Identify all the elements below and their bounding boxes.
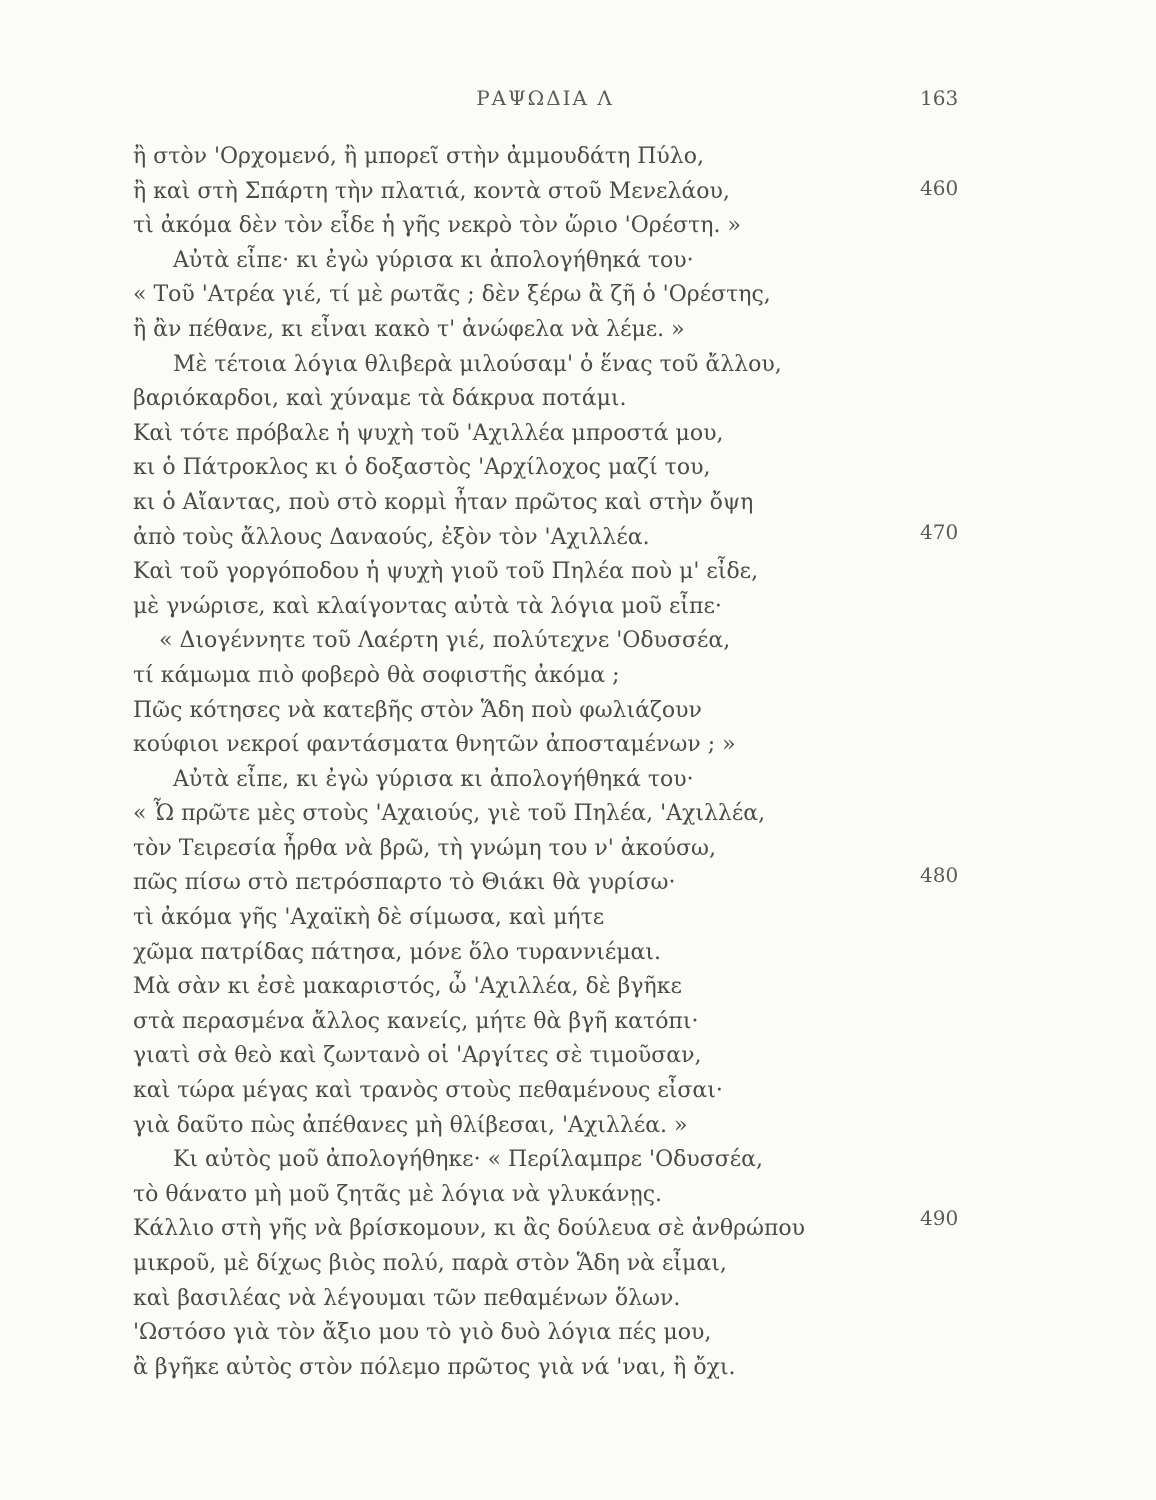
verse-line: Κάλλιο στὴ γῆς νὰ βρίσκομουν, κι ἂς δούλευα σὲ ἀνθρώπου — [133, 1216, 806, 1242]
verse-line: τί κάμωμα πιὸ φοβερὸ θὰ σοφιστῆς ἀκόμα ; — [133, 662, 620, 688]
verse-line: Καὶ τοῦ γοργόποδου ἡ ψυχὴ γιοῦ τοῦ Πηλέα ποὺ μ' εἶδε, — [133, 559, 759, 585]
line-number-470: 470 — [920, 520, 959, 544]
verse-line: κούφιοι νεκροί φαντάσματα θνητῶν ἀποσταμένων ; » — [133, 732, 736, 758]
verse-line: Μὲ τέτοια λόγια θλιβερὰ μιλούσαμ' ὁ ἕνας τοῦ ἄλλου, — [173, 351, 782, 377]
verse-line: καὶ βασιλέας νὰ λέγουμαι τῶν πεθαμένων ὅλων. — [133, 1285, 681, 1311]
verse-line: « Ὦ πρῶτε μὲς στοὺς 'Αχαιούς, γιὲ τοῦ Πηλέα, 'Αχιλλέα, — [133, 801, 766, 827]
verse-line: τὸν Τειρεσία ἦρθα νὰ βρῶ, τὴ γνώμη του ν' ἀκούσω, — [133, 835, 716, 861]
verse-line: ἀπὸ τοὺς ἄλλους Δαναούς, ἐξὸν τὸν 'Αχιλλέα. — [133, 524, 650, 550]
verse-line: μὲ γνώρισε, καὶ κλαίγοντας αὐτὰ τὰ λόγια μοῦ εἶπε· — [133, 593, 722, 619]
verse-line: ἢ καὶ στὴ Σπάρτη τὴν πλατιά, κοντὰ στοῦ Μενελάου, — [133, 178, 730, 204]
verse-line: τὶ ἀκόμα δὲν τὸν εἶδε ἡ γῆς νεκρὸ τὸν ὥριο 'Ορέστη. » — [133, 213, 741, 239]
verse-line: Αὐτὰ εἶπε· κι ἐγὼ γύρισα κι ἀπολογήθηκά του· — [173, 247, 694, 273]
line-number-480: 480 — [920, 863, 959, 887]
verse-line: γιὰ δαῦτο πὼς ἀπέθανες μὴ θλίβεσαι, 'Αχιλλέα. » — [133, 1112, 688, 1138]
running-head-title: ΡΑΨΩΔΙΑ Λ — [476, 86, 614, 110]
verse-line: καὶ τώρα μέγας καὶ τρανὸς στοὺς πεθαμένους εἶσαι· — [133, 1078, 723, 1104]
verse-line: Πῶς κότησες νὰ κατεβῆς στὸν Ἅδη ποὺ φωλιάζουν — [133, 697, 702, 723]
verse-line: Μὰ σὰν κι ἐσὲ μακαριστός, ὦ 'Αχιλλέα, δὲ βγῆκε — [133, 974, 682, 1000]
verse-line: ἢ στὸν 'Ορχομενό, ἢ μπορεῖ στὴν ἀμμουδάτη Πύλο, — [133, 144, 704, 169]
verse-line: « Τοῦ 'Ατρέα γιέ, τί μὲ ρωτᾶς ; δὲν ξέρω ἂ ζῆ ὁ 'Ορέστης, — [133, 282, 771, 308]
verse-line: βαριόκαρδοι, καὶ χύναμε τὰ δάκρυα ποτάμι. — [133, 386, 627, 412]
verse-line: ἂ βγῆκε αὐτὸς στὸν πόλεμο πρῶτος γιὰ νά 'ναι, ἢ ὄχι. — [133, 1354, 736, 1380]
verse-line: τὶ ἀκόμα γῆς 'Αχαϊκὴ δὲ σίμωσα, καὶ μήτε — [133, 905, 605, 931]
verse-line: μικροῦ, μὲ δίχως βιὸς πολύ, παρὰ στὸν Ἅδη νὰ εἶμαι, — [133, 1251, 727, 1276]
verse-line: Κι αὐτὸς μοῦ ἀπολογήθηκε· « Περίλαμπρε 'Οδυσσέα, — [173, 1147, 764, 1173]
verse-line: Αὐτὰ εἶπε, κι ἐγὼ γύρισα κι ἀπολογήθηκά του· — [173, 766, 694, 792]
verse-line: χῶμα πατρίδας πάτησα, μόνε ὅλο τυραννιέμαι. — [133, 939, 662, 965]
verse-line: ἢ ἂν πέθανε, κι εἶναι κακὸ τ' ἀνώφελα νὰ λέμε. » — [133, 316, 685, 342]
page-number: 163 — [920, 86, 959, 110]
verse-line: Καὶ τότε πρόβαλε ἡ ψυχὴ τοῦ 'Αχιλλέα μπροστά μου, — [133, 420, 724, 446]
verse-line: κι ὁ Αἴαντας, ποὺ στὸ κορμὶ ἦταν πρῶτος καὶ στὴν ὄψη — [133, 489, 754, 515]
verse-line: 'Ωστόσο γιὰ τὸν ἄξιο μου τὸ γιὸ δυὸ λόγια πές μου, — [133, 1320, 712, 1346]
line-number-490: 490 — [920, 1206, 959, 1230]
verse-line: πῶς πίσω στὸ πετρόσπαρτο τὸ Θιάκι θὰ γυρίσω· — [133, 870, 676, 896]
verse-line: κι ὁ Πάτροκλος κι ὁ δοξαστὸς 'Αρχίλοχος μαζί του, — [133, 455, 711, 481]
verse-line: « Διογέννητε τοῦ Λαέρτη γιέ, πολύτεχνε 'Οδυσσέα, — [159, 628, 731, 654]
verse-line: στὰ περασμένα ἄλλος κανείς, μήτε θὰ βγῆ κατόπι· — [133, 1008, 699, 1034]
verse-line: τὸ θάνατο μὴ μοῦ ζητᾶς μὲ λόγια νὰ γλυκάνῃς. — [133, 1181, 663, 1207]
line-number-460: 460 — [920, 176, 959, 200]
verse-line: γιατὶ σὰ θεὸ καὶ ζωντανὸ οἱ 'Αργίτες σὲ τιμοῦσαν, — [133, 1043, 702, 1069]
verse-block — [133, 140, 893, 1385]
